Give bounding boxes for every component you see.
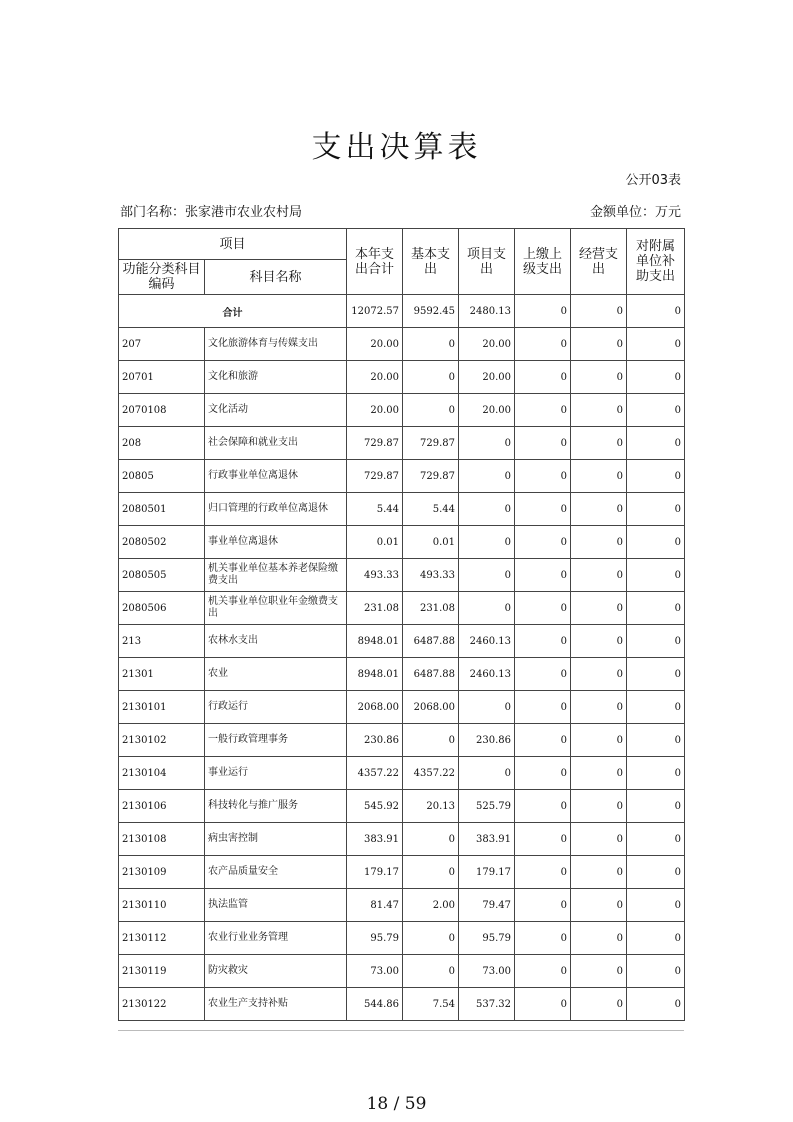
- basic-cell: 0: [403, 823, 459, 856]
- name-cell: 归口管理的行政单位离退休: [205, 493, 347, 526]
- basic-cell: 729.87: [403, 460, 459, 493]
- name-cell: 文化活动: [205, 394, 347, 427]
- business-cell: 0: [571, 493, 627, 526]
- business-cell: 0: [571, 856, 627, 889]
- project-cell: 2460.13: [459, 625, 515, 658]
- table-row: [119, 988, 685, 1021]
- table-row: [119, 658, 685, 691]
- project-cell: 0: [459, 559, 515, 592]
- subsidiary-cell: 0: [627, 559, 685, 592]
- project-cell: 79.47: [459, 889, 515, 922]
- code-cell: 2080501: [119, 493, 205, 526]
- basic-cell: 7.54: [403, 988, 459, 1021]
- business-cell: 0: [571, 889, 627, 922]
- project-cell: 0: [459, 460, 515, 493]
- code-cell: 2130110: [119, 889, 205, 922]
- business-cell: 0: [571, 988, 627, 1021]
- subsidiary-cell: 0: [627, 625, 685, 658]
- business-cell: 0: [571, 394, 627, 427]
- total-cell: 20.00: [347, 328, 403, 361]
- name-cell: 社会保障和就业支出: [205, 427, 347, 460]
- code-cell: 2080506: [119, 592, 205, 625]
- table-row: [119, 823, 685, 856]
- subsidiary-cell: 0: [627, 592, 685, 625]
- subsidiary-cell: 0: [627, 988, 685, 1021]
- name-cell: 事业运行: [205, 757, 347, 790]
- project-cell: 2460.13: [459, 658, 515, 691]
- business-cell: 0: [571, 757, 627, 790]
- project-cell: 0: [459, 526, 515, 559]
- table-row: [119, 691, 685, 724]
- upper-remit-cell: 0: [515, 493, 571, 526]
- name-cell: 行政事业单位离退休: [205, 460, 347, 493]
- header-business: 经营支出: [571, 229, 627, 295]
- name-cell: 执法监管: [205, 889, 347, 922]
- basic-cell: 493.33: [403, 559, 459, 592]
- upper-remit-cell: 0: [515, 295, 571, 328]
- business-cell: 0: [571, 790, 627, 823]
- table-row: [119, 790, 685, 823]
- upper-remit-cell: 0: [515, 955, 571, 988]
- code-cell: 2080505: [119, 559, 205, 592]
- header-function-code: 功能分类科目编码: [119, 260, 205, 295]
- project-cell: 95.79: [459, 922, 515, 955]
- code-cell: 2130102: [119, 724, 205, 757]
- total-cell: 12072.57: [347, 295, 403, 328]
- basic-cell: 4357.22: [403, 757, 459, 790]
- code-cell: 208: [119, 427, 205, 460]
- business-cell: 0: [571, 658, 627, 691]
- name-cell: 农业行业业务管理: [205, 922, 347, 955]
- project-cell: 0: [459, 427, 515, 460]
- business-cell: 0: [571, 823, 627, 856]
- project-cell: 537.32: [459, 988, 515, 1021]
- basic-cell: 20.13: [403, 790, 459, 823]
- total-cell: 729.87: [347, 427, 403, 460]
- upper-remit-cell: 0: [515, 658, 571, 691]
- total-cell: 73.00: [347, 955, 403, 988]
- subsidiary-cell: 0: [627, 394, 685, 427]
- total-cell: 5.44: [347, 493, 403, 526]
- upper-remit-cell: 0: [515, 790, 571, 823]
- basic-cell: 2068.00: [403, 691, 459, 724]
- department-name: 部门名称：张家港市农业农村局: [120, 205, 303, 220]
- header-total: 本年支出合计: [347, 229, 403, 295]
- upper-remit-cell: 0: [515, 460, 571, 493]
- subsidiary-cell: 0: [627, 295, 685, 328]
- table-row: [119, 427, 685, 460]
- upper-remit-cell: 0: [515, 691, 571, 724]
- code-cell: 21301: [119, 658, 205, 691]
- subsidiary-cell: 0: [627, 889, 685, 922]
- name-cell: 农业生产支持补贴: [205, 988, 347, 1021]
- business-cell: 0: [571, 691, 627, 724]
- business-cell: 0: [571, 526, 627, 559]
- project-cell: 0: [459, 757, 515, 790]
- name-cell: 机关事业单位职业年金缴费支出: [205, 592, 347, 625]
- subsidiary-cell: 0: [627, 526, 685, 559]
- table-row: [119, 922, 685, 955]
- basic-cell: 0: [403, 856, 459, 889]
- name-cell: 防灾救灾: [205, 955, 347, 988]
- table-row: [119, 955, 685, 988]
- basic-cell: 729.87: [403, 427, 459, 460]
- basic-cell: 6487.88: [403, 625, 459, 658]
- project-cell: 0: [459, 592, 515, 625]
- expenditure-table: [118, 228, 685, 1021]
- page-title: 支出决算表: [311, 130, 482, 165]
- total-row: [119, 295, 685, 328]
- code-cell: 2130104: [119, 757, 205, 790]
- business-cell: 0: [571, 559, 627, 592]
- total-cell: 0.01: [347, 526, 403, 559]
- total-cell: 544.86: [347, 988, 403, 1021]
- code-cell: 2080502: [119, 526, 205, 559]
- total-cell: 231.08: [347, 592, 403, 625]
- upper-remit-cell: 0: [515, 856, 571, 889]
- name-cell: 一般行政管理事务: [205, 724, 347, 757]
- subsidiary-cell: 0: [627, 361, 685, 394]
- project-cell: 179.17: [459, 856, 515, 889]
- name-cell: 机关事业单位基本养老保险缴费支出: [205, 559, 347, 592]
- subsidiary-cell: 0: [627, 427, 685, 460]
- header-subject-name: 科目名称: [205, 260, 347, 295]
- header-item: 项目: [119, 229, 347, 260]
- code-cell: 2130101: [119, 691, 205, 724]
- total-cell: 729.87: [347, 460, 403, 493]
- header-subsidiary: 对附属单位补助支出: [627, 229, 685, 295]
- name-cell: 农林水支出: [205, 625, 347, 658]
- total-cell: 545.92: [347, 790, 403, 823]
- total-cell: 2068.00: [347, 691, 403, 724]
- page-bottom-rule: [118, 1030, 684, 1031]
- code-cell: 2130109: [119, 856, 205, 889]
- basic-cell: 5.44: [403, 493, 459, 526]
- code-cell: 207: [119, 328, 205, 361]
- subsidiary-cell: 0: [627, 922, 685, 955]
- table-row: [119, 493, 685, 526]
- table-row: [119, 394, 685, 427]
- total-label: 合计: [119, 295, 347, 328]
- basic-cell: 0.01: [403, 526, 459, 559]
- subsidiary-cell: 0: [627, 328, 685, 361]
- name-cell: 农业: [205, 658, 347, 691]
- project-cell: 2480.13: [459, 295, 515, 328]
- header-upper-remit: 上缴上级支出: [515, 229, 571, 295]
- page-number: 18 / 59: [366, 1094, 427, 1114]
- total-cell: 20.00: [347, 361, 403, 394]
- project-cell: 20.00: [459, 328, 515, 361]
- total-cell: 20.00: [347, 394, 403, 427]
- upper-remit-cell: 0: [515, 592, 571, 625]
- name-cell: 行政运行: [205, 691, 347, 724]
- subsidiary-cell: 0: [627, 658, 685, 691]
- business-cell: 0: [571, 361, 627, 394]
- subsidiary-cell: 0: [627, 823, 685, 856]
- upper-remit-cell: 0: [515, 328, 571, 361]
- total-cell: 383.91: [347, 823, 403, 856]
- upper-remit-cell: 0: [515, 427, 571, 460]
- total-cell: 8948.01: [347, 658, 403, 691]
- basic-cell: 0: [403, 328, 459, 361]
- table-row: [119, 361, 685, 394]
- upper-remit-cell: 0: [515, 823, 571, 856]
- code-cell: 2130122: [119, 988, 205, 1021]
- code-cell: 20805: [119, 460, 205, 493]
- table-row: [119, 625, 685, 658]
- name-cell: 文化和旅游: [205, 361, 347, 394]
- code-cell: 2130112: [119, 922, 205, 955]
- upper-remit-cell: 0: [515, 394, 571, 427]
- name-cell: 科技转化与推广服务: [205, 790, 347, 823]
- project-cell: 0: [459, 691, 515, 724]
- business-cell: 0: [571, 922, 627, 955]
- project-cell: 525.79: [459, 790, 515, 823]
- total-cell: 230.86: [347, 724, 403, 757]
- header-project: 项目支出: [459, 229, 515, 295]
- business-cell: 0: [571, 328, 627, 361]
- table-row: [119, 592, 685, 625]
- upper-remit-cell: 0: [515, 526, 571, 559]
- upper-remit-cell: 0: [515, 559, 571, 592]
- business-cell: 0: [571, 295, 627, 328]
- amount-unit: 金额单位：万元: [589, 205, 681, 220]
- project-cell: 383.91: [459, 823, 515, 856]
- code-cell: 213: [119, 625, 205, 658]
- total-cell: 4357.22: [347, 757, 403, 790]
- subsidiary-cell: 0: [627, 955, 685, 988]
- code-cell: 2070108: [119, 394, 205, 427]
- subsidiary-cell: 0: [627, 460, 685, 493]
- total-cell: 81.47: [347, 889, 403, 922]
- upper-remit-cell: 0: [515, 889, 571, 922]
- table-row: [119, 526, 685, 559]
- basic-cell: 0: [403, 724, 459, 757]
- table-row: [119, 757, 685, 790]
- name-cell: 文化旅游体育与传媒支出: [205, 328, 347, 361]
- header-basic: 基本支出: [403, 229, 459, 295]
- upper-remit-cell: 0: [515, 724, 571, 757]
- upper-remit-cell: 0: [515, 625, 571, 658]
- table-row: [119, 856, 685, 889]
- project-cell: 20.00: [459, 361, 515, 394]
- table-row: [119, 724, 685, 757]
- basic-cell: 0: [403, 361, 459, 394]
- code-cell: 20701: [119, 361, 205, 394]
- project-cell: 20.00: [459, 394, 515, 427]
- subsidiary-cell: 0: [627, 856, 685, 889]
- basic-cell: 9592.45: [403, 295, 459, 328]
- project-cell: 73.00: [459, 955, 515, 988]
- upper-remit-cell: 0: [515, 361, 571, 394]
- table-row: [119, 889, 685, 922]
- table-row: [119, 460, 685, 493]
- project-cell: 230.86: [459, 724, 515, 757]
- subsidiary-cell: 0: [627, 724, 685, 757]
- business-cell: 0: [571, 625, 627, 658]
- basic-cell: 6487.88: [403, 658, 459, 691]
- subsidiary-cell: 0: [627, 493, 685, 526]
- upper-remit-cell: 0: [515, 988, 571, 1021]
- business-cell: 0: [571, 460, 627, 493]
- basic-cell: 0: [403, 955, 459, 988]
- name-cell: 事业单位离退休: [205, 526, 347, 559]
- subsidiary-cell: 0: [627, 757, 685, 790]
- code-cell: 2130119: [119, 955, 205, 988]
- form-number: 公开03表: [625, 173, 681, 188]
- project-cell: 0: [459, 493, 515, 526]
- name-cell: 农产品质量安全: [205, 856, 347, 889]
- basic-cell: 2.00: [403, 889, 459, 922]
- upper-remit-cell: 0: [515, 757, 571, 790]
- code-cell: 2130106: [119, 790, 205, 823]
- name-cell: 病虫害控制: [205, 823, 347, 856]
- total-cell: 95.79: [347, 922, 403, 955]
- table-row: [119, 328, 685, 361]
- business-cell: 0: [571, 955, 627, 988]
- total-cell: 8948.01: [347, 625, 403, 658]
- subsidiary-cell: 0: [627, 691, 685, 724]
- basic-cell: 0: [403, 394, 459, 427]
- subsidiary-cell: 0: [627, 790, 685, 823]
- business-cell: 0: [571, 724, 627, 757]
- code-cell: 2130108: [119, 823, 205, 856]
- basic-cell: 231.08: [403, 592, 459, 625]
- basic-cell: 0: [403, 922, 459, 955]
- total-cell: 179.17: [347, 856, 403, 889]
- upper-remit-cell: 0: [515, 922, 571, 955]
- business-cell: 0: [571, 592, 627, 625]
- total-cell: 493.33: [347, 559, 403, 592]
- table-row: [119, 559, 685, 592]
- business-cell: 0: [571, 427, 627, 460]
